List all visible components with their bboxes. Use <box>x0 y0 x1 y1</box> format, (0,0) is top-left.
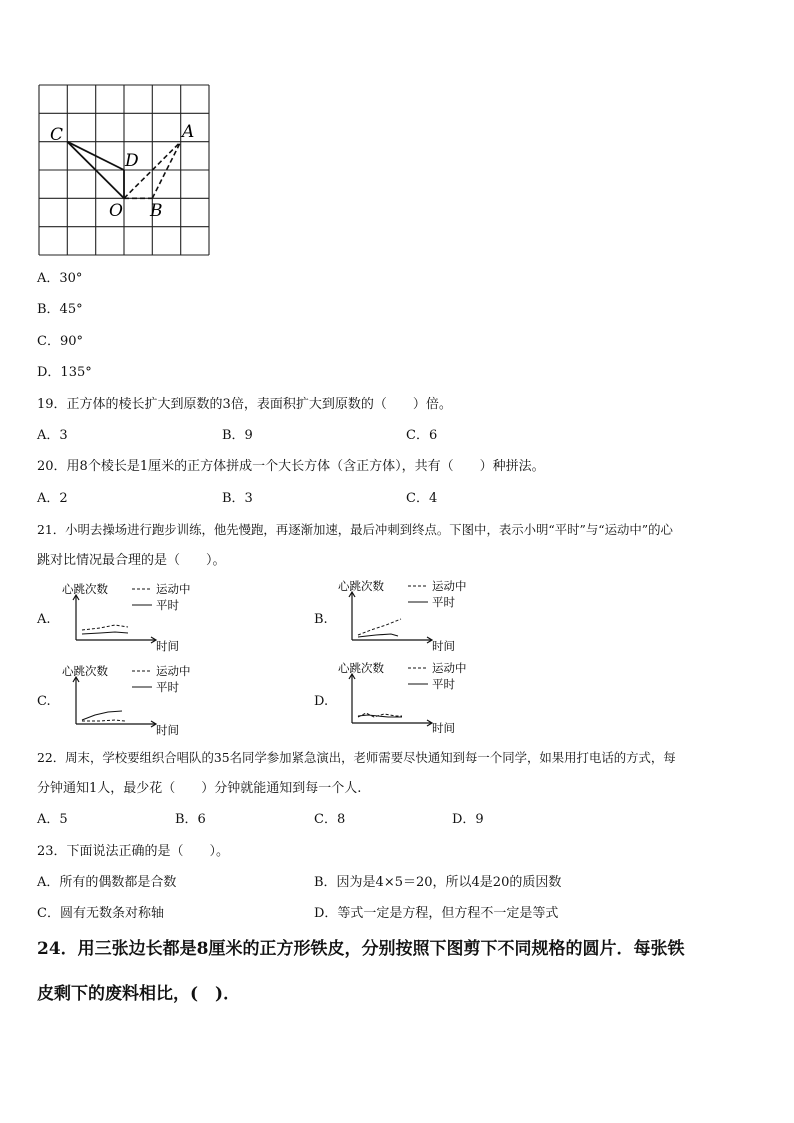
label-o: O <box>109 201 123 221</box>
q21-graph-c-letter[interactable]: C. <box>37 694 51 709</box>
q23-option-a[interactable]: A．所有的偶数都是合数 <box>37 875 177 890</box>
graph-xlabel: 时间 <box>156 639 179 653</box>
graph-legend-solid: 平时 <box>432 595 455 609</box>
graph-axes <box>349 592 432 643</box>
q18-option-d[interactable]: D．135° <box>37 365 92 380</box>
q22-stem-line1: 22．周末，学校要组织合唱队的35名同学参加紧急演出，老师需要尽快通知到每一个同学，如果用打电话的方式，每 <box>37 750 676 765</box>
graph-line-normal <box>82 632 128 634</box>
graph-legend-solid: 平时 <box>156 598 179 612</box>
q22-option-b[interactable]: B．6 <box>175 812 206 827</box>
q21-graph-b-letter[interactable]: B. <box>314 612 328 627</box>
q21-graph-a-letter[interactable]: A. <box>37 612 51 627</box>
q19-option-a[interactable]: A．3 <box>37 428 68 443</box>
graph-legend-dash: 运动中 <box>432 579 467 593</box>
q23-option-b[interactable]: B．因为是4×5＝20，所以4是20的质因数 <box>314 875 562 890</box>
q22-option-d[interactable]: D．9 <box>452 812 484 827</box>
graph-xlabel: 时间 <box>432 721 455 733</box>
graph-ylabel: 心跳次数 <box>62 664 108 678</box>
label-a: A <box>182 122 195 142</box>
graph-line-exercise <box>82 625 128 630</box>
graph-line-normal <box>358 634 398 637</box>
graph-xlabel: 时间 <box>156 723 179 736</box>
q21-graph-d[interactable] <box>336 659 476 733</box>
q21-graph-b[interactable] <box>336 577 476 651</box>
q21-stem-line1: 21．小明去操场进行跑步训练，他先慢跑，再逐渐加速，最后冲刺到终点。下图中，表示小明“平时”与“运动中”的心 <box>37 522 673 537</box>
q18-option-b[interactable]: B．45° <box>37 302 83 317</box>
label-d: D <box>125 151 139 171</box>
q22-option-c[interactable]: C．8 <box>314 812 346 827</box>
graph-axes <box>349 674 432 726</box>
q22-stem-line2: 分钟通知1人，最少花（ ）分钟就能通知到每一个人. <box>37 781 362 796</box>
q18-option-c[interactable]: C．90° <box>37 334 83 349</box>
graph-legend-dash: 运动中 <box>156 664 191 678</box>
graph-line-exercise <box>358 619 401 635</box>
label-b: B <box>150 201 163 221</box>
graph-xlabel: 时间 <box>432 639 455 651</box>
q20-option-b[interactable]: B．3 <box>222 491 253 506</box>
q19-stem: 19．正方体的棱长扩大到原数的3倍，表面积扩大到原数的（ ）倍。 <box>37 397 452 412</box>
graph-legend-dash: 运动中 <box>156 582 191 596</box>
graph-line-normal <box>82 711 122 720</box>
graph-ylabel: 心跳次数 <box>338 661 384 675</box>
q24-stem-line1: 24．用三张边长都是8厘米的正方形铁皮，分别按照下图剪下不同规格的圆片．每张铁 <box>37 939 685 959</box>
graph-axes <box>73 595 156 643</box>
q20-option-a[interactable]: A．2 <box>37 491 68 506</box>
q20-stem: 20．用8个棱长是1厘米的正方体拼成一个大长方体（含正方体），共有（ ）种拼法。 <box>37 459 545 474</box>
q21-graph-d-letter[interactable]: D. <box>314 694 329 709</box>
q24-stem-line2: 皮剩下的废料相比，( )． <box>37 984 241 1004</box>
q22-option-a[interactable]: A．5 <box>37 812 68 827</box>
q21-graph-c[interactable] <box>60 662 200 736</box>
q19-option-b[interactable]: B．9 <box>222 428 253 443</box>
q21-graph-a[interactable] <box>60 580 200 654</box>
q23-option-d[interactable]: D．等式一定是方程，但方程不一定是等式 <box>314 906 559 921</box>
graph-line-exercise <box>82 720 125 721</box>
graph-axes <box>73 677 156 727</box>
q23-option-c[interactable]: C．圆有无数条对称轴 <box>37 906 164 921</box>
graph-ylabel: 心跳次数 <box>62 582 108 596</box>
geometry-grid-figure <box>30 80 215 260</box>
graph-line-normal <box>358 715 402 717</box>
graph-legend-solid: 平时 <box>432 677 455 691</box>
graph-legend-dash: 运动中 <box>432 661 467 675</box>
q18-option-a[interactable]: A．30° <box>37 271 83 286</box>
q20-option-c[interactable]: C．4 <box>406 491 438 506</box>
graph-legend-solid: 平时 <box>156 680 179 694</box>
graph-ylabel: 心跳次数 <box>338 579 384 593</box>
q23-stem: 23．下面说法正确的是（ ）。 <box>37 844 230 859</box>
label-c: C <box>50 125 64 145</box>
q21-stem-line2: 跳对比情况最合理的是（ ）。 <box>37 553 226 568</box>
q19-option-c[interactable]: C．6 <box>406 428 438 443</box>
